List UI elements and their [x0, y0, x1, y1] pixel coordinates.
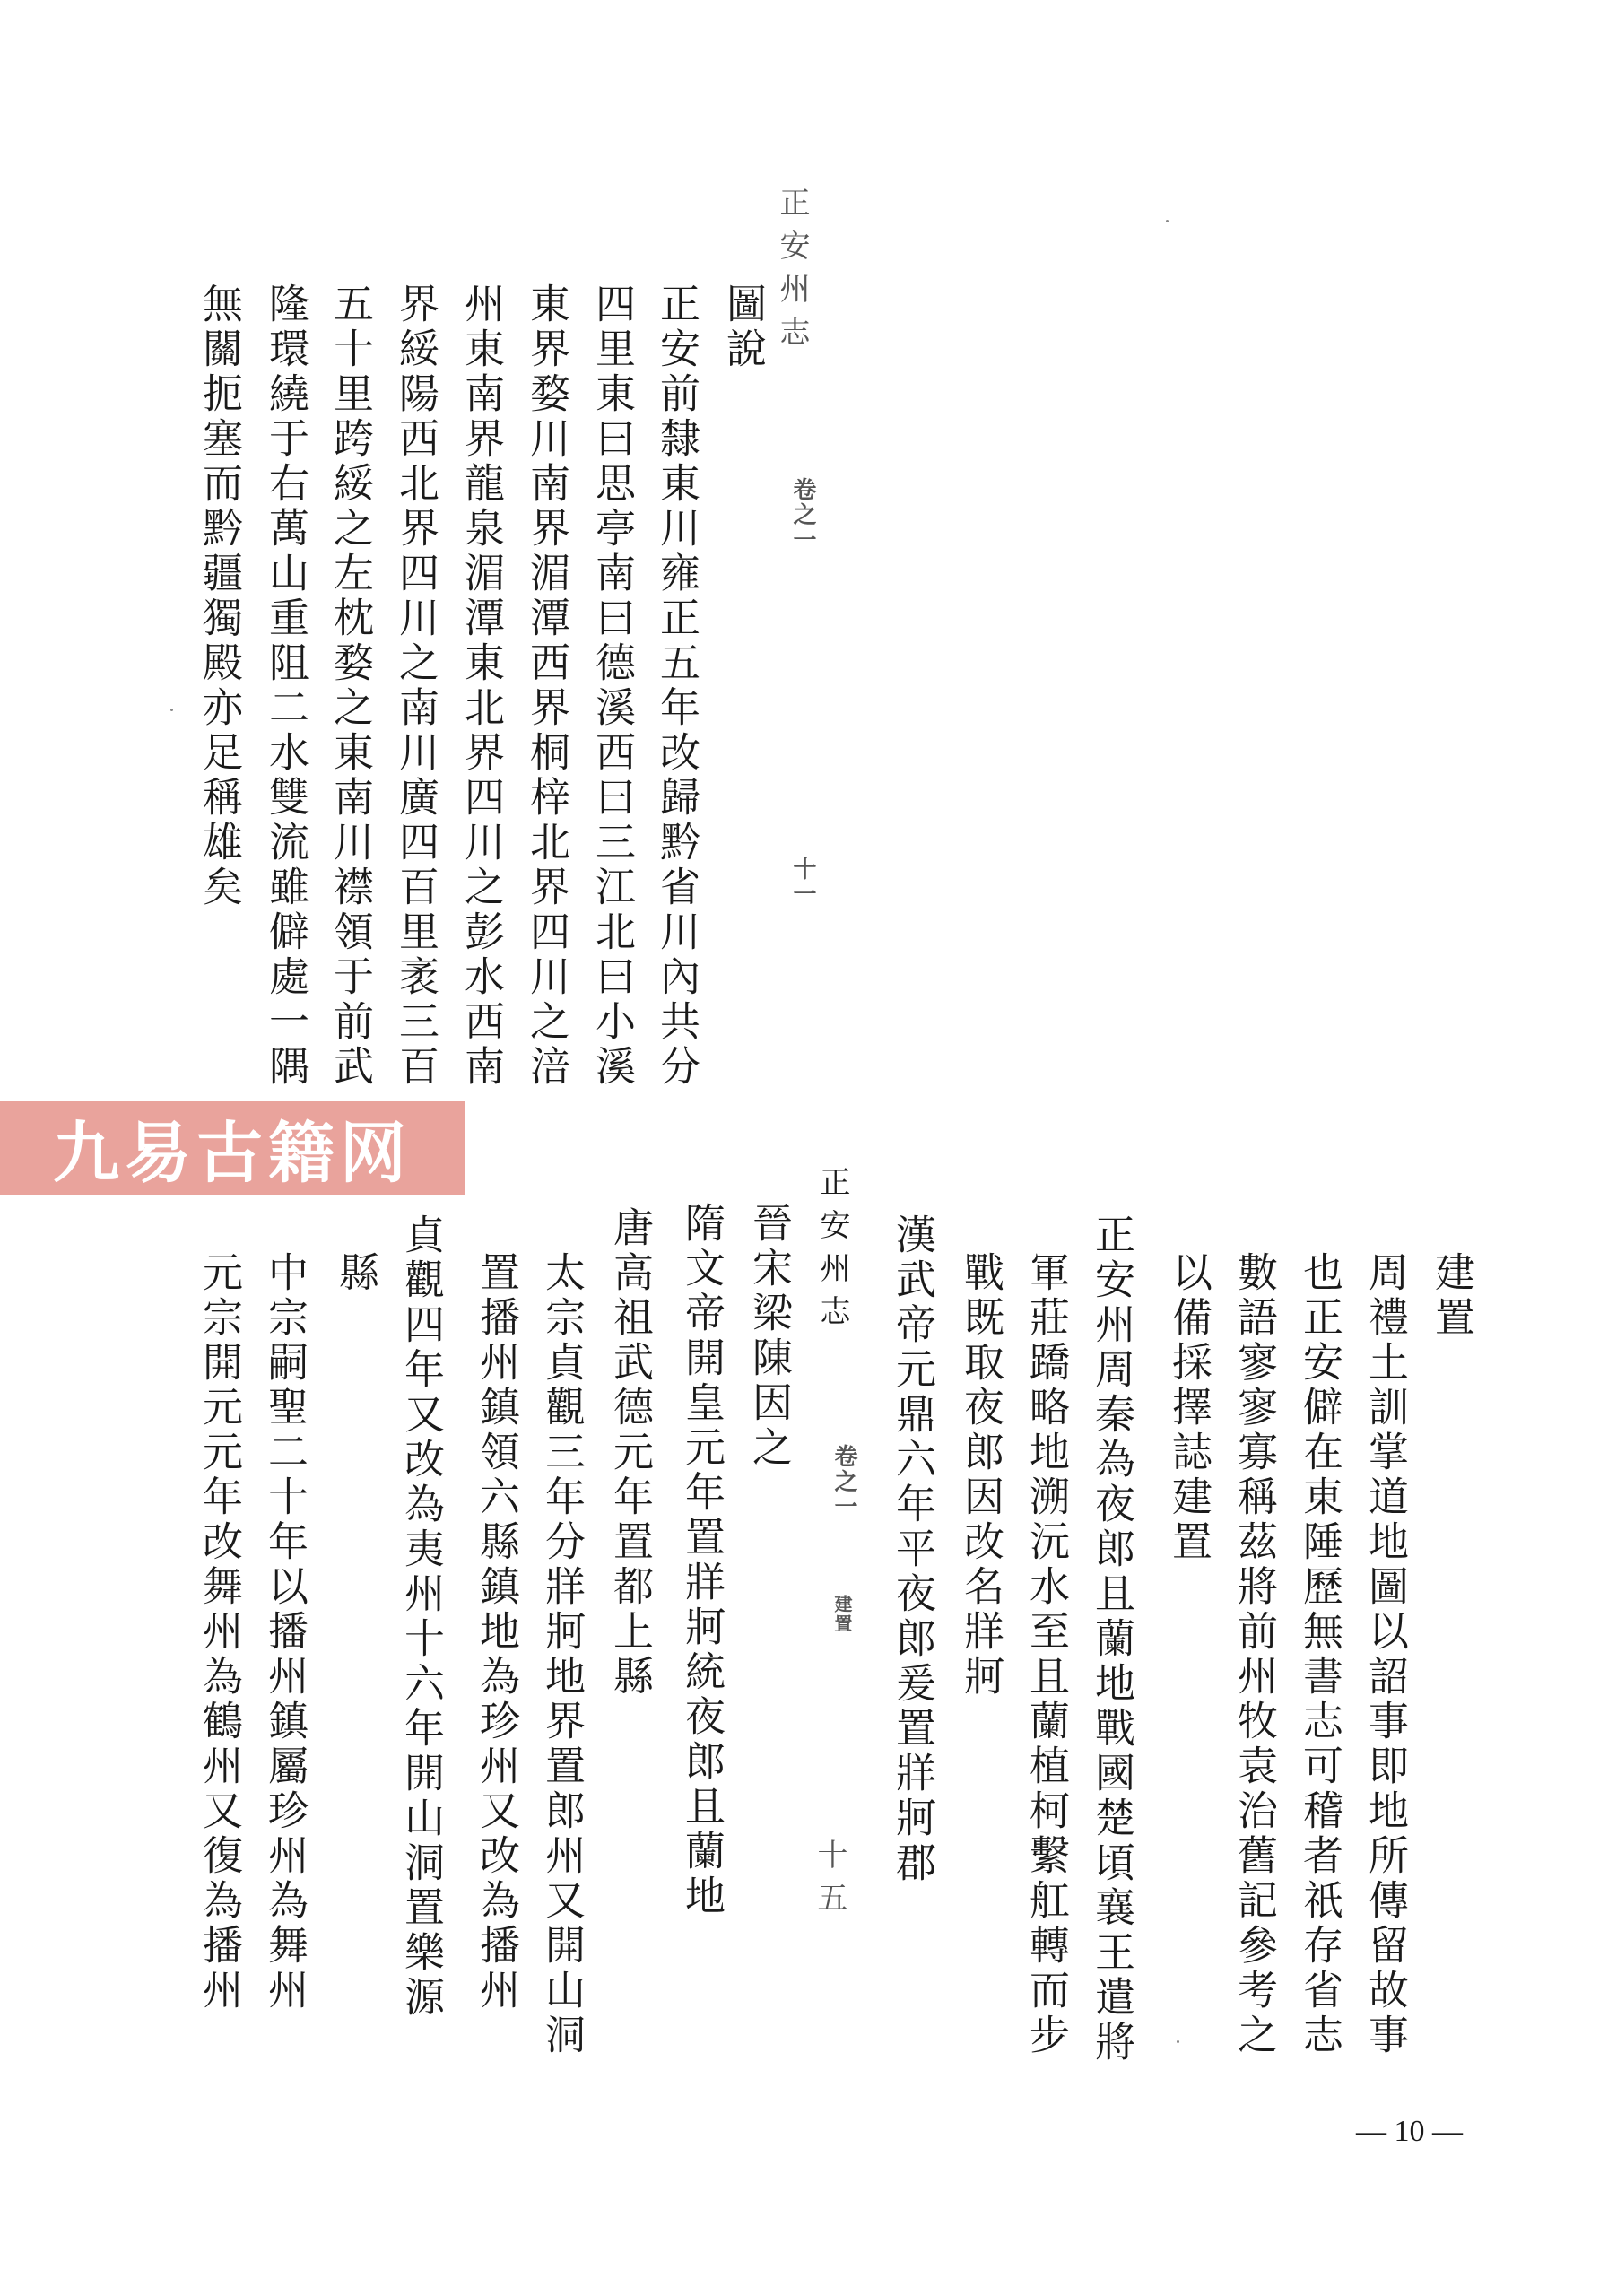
- upper-text-column: 州東南界龍泉湄潭東北界四川之彭水西南: [457, 283, 505, 1090]
- lower-text-column: 戰既取夜郎因改名牂牁: [957, 1251, 1004, 1700]
- lower-text-column: 軍莊蹻略地溯沅水至且蘭植柯繫舡轉而步: [1022, 1251, 1070, 2058]
- scan-speck: [1177, 2040, 1179, 2043]
- upper-section-heading: 圖說: [719, 283, 767, 372]
- upper-text-column: 東界婺川南界湄潭西界桐梓北界四川之涪: [523, 283, 570, 1090]
- lower-text-column: 貞觀四年又改為夷州十六年開山洞置樂源: [397, 1213, 445, 2021]
- lower-text-column: 隋文帝開皇元年置牂牁統夜郎且蘭地: [678, 1202, 726, 1919]
- page-number: — 10 —: [1356, 2115, 1463, 2148]
- lower-text-column: 置播州鎮領六縣鎮地為珍州又改為播州: [473, 1251, 520, 2013]
- lower-text-column: 唐高祖武德元年置都上縣: [606, 1206, 654, 1700]
- lower-text-column: 也正安僻在東陲歷無書志可稽者祇存省志: [1296, 1251, 1343, 2058]
- lower-text-column: 周禮土訓掌道地圖以詔事即地所傳留故事: [1361, 1251, 1409, 2058]
- lower-text-column: 漢武帝元鼎六年平夜郎爰置牂牁郡: [889, 1213, 936, 1886]
- lower-section-tag: 建置: [831, 1595, 853, 1634]
- lower-text-column: 正安州周秦為夜郎且蘭地戰國楚頃襄王遣將: [1088, 1213, 1135, 2066]
- upper-text-column: 正安前隸東川雍正五年改歸黔省川內共分: [653, 283, 700, 1090]
- watermark-text: 九易古籍网: [53, 1115, 412, 1192]
- upper-text-column: 界綏陽西北界四川之南川廣四百里袤三百: [392, 283, 439, 1090]
- lower-folio: 十五: [812, 1839, 847, 1925]
- lower-text-column: 數語寥寥寡稱茲將前州牧袁治舊記參考之: [1230, 1251, 1278, 2058]
- lower-section-heading: 建置: [1428, 1251, 1475, 1341]
- lower-text-column: 晉宋梁陳因之: [745, 1202, 793, 1471]
- lower-volume-label: 卷之一: [830, 1444, 857, 1519]
- upper-text-column: 五十里跨綏之左枕婺之東南川襟領于前武: [326, 283, 374, 1090]
- lower-page-title: 正安州志: [814, 1166, 850, 1338]
- upper-text-column: 隆環繞于右萬山重阻二水雙流雖僻處一隅: [262, 283, 309, 1090]
- lower-text-column: 縣: [332, 1251, 379, 1296]
- upper-folio: 十一: [789, 857, 816, 907]
- upper-volume-label: 卷之一: [789, 477, 816, 552]
- watermark-banner: [0, 1101, 465, 1195]
- upper-text-column: 無關扼塞而黔疆獨殿亦足稱雄矣: [196, 283, 243, 910]
- scan-speck: [170, 709, 173, 711]
- upper-page-title: 正安州志: [774, 187, 810, 359]
- lower-text-column: 中宗嗣聖二十年以播州鎮屬珍州為舞州: [261, 1251, 309, 2013]
- scan-speck: [1166, 220, 1169, 222]
- upper-text-column: 四里東曰思亭南曰德溪西曰三江北曰小溪: [588, 283, 636, 1090]
- lower-text-column: 以備採擇誌建置: [1165, 1251, 1213, 1565]
- lower-text-column: 元宗開元元年改舞州為鶴州又復為播州: [196, 1251, 243, 2013]
- lower-text-column: 太宗貞觀三年分牂牁地界置郎州又開山洞: [538, 1251, 586, 2058]
